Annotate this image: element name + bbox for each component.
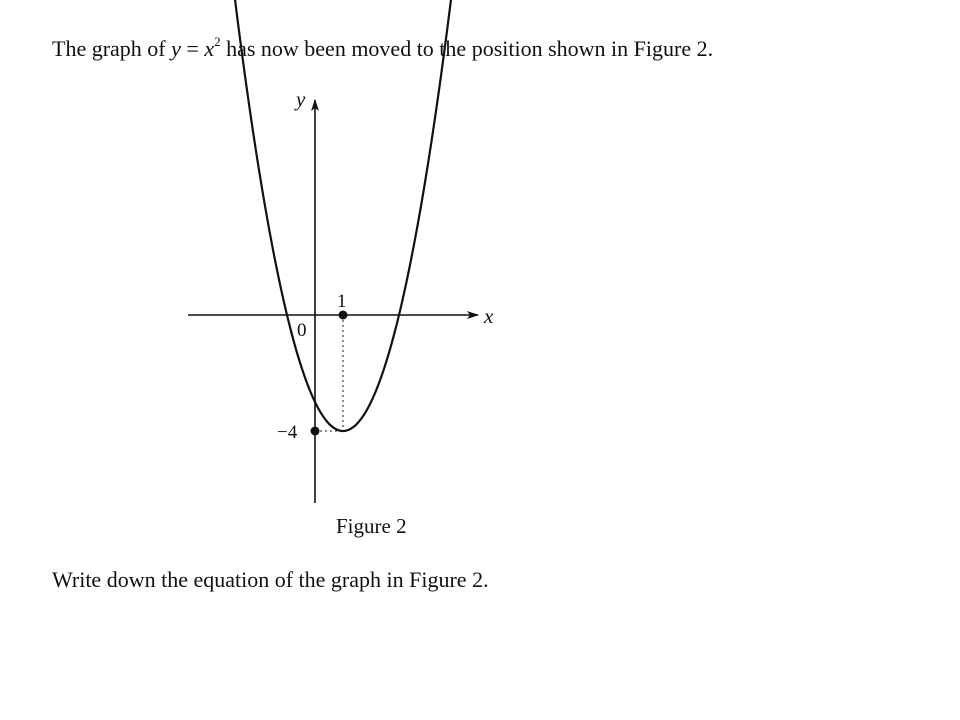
point-x-label: 1 xyxy=(337,291,347,312)
question-text: Write down the equation of the graph in Figure 2. xyxy=(52,567,489,592)
y-axis-label: y xyxy=(296,87,306,111)
intro-equals: = xyxy=(180,36,205,61)
point-y-minus-four xyxy=(311,427,320,436)
intro-var-y: y xyxy=(171,36,181,61)
origin-label: 0 xyxy=(297,320,307,341)
x-axis-label: x xyxy=(484,304,494,328)
intro-exponent: 2 xyxy=(214,34,221,49)
intro-var-x: x xyxy=(204,36,215,61)
figure-caption: Figure 2 xyxy=(336,514,407,538)
intro-prefix: The graph of xyxy=(52,36,172,61)
point-y-label: −4 xyxy=(277,422,298,443)
intro-suffix: has now been moved to the position shown in Figure 2. xyxy=(220,36,714,61)
